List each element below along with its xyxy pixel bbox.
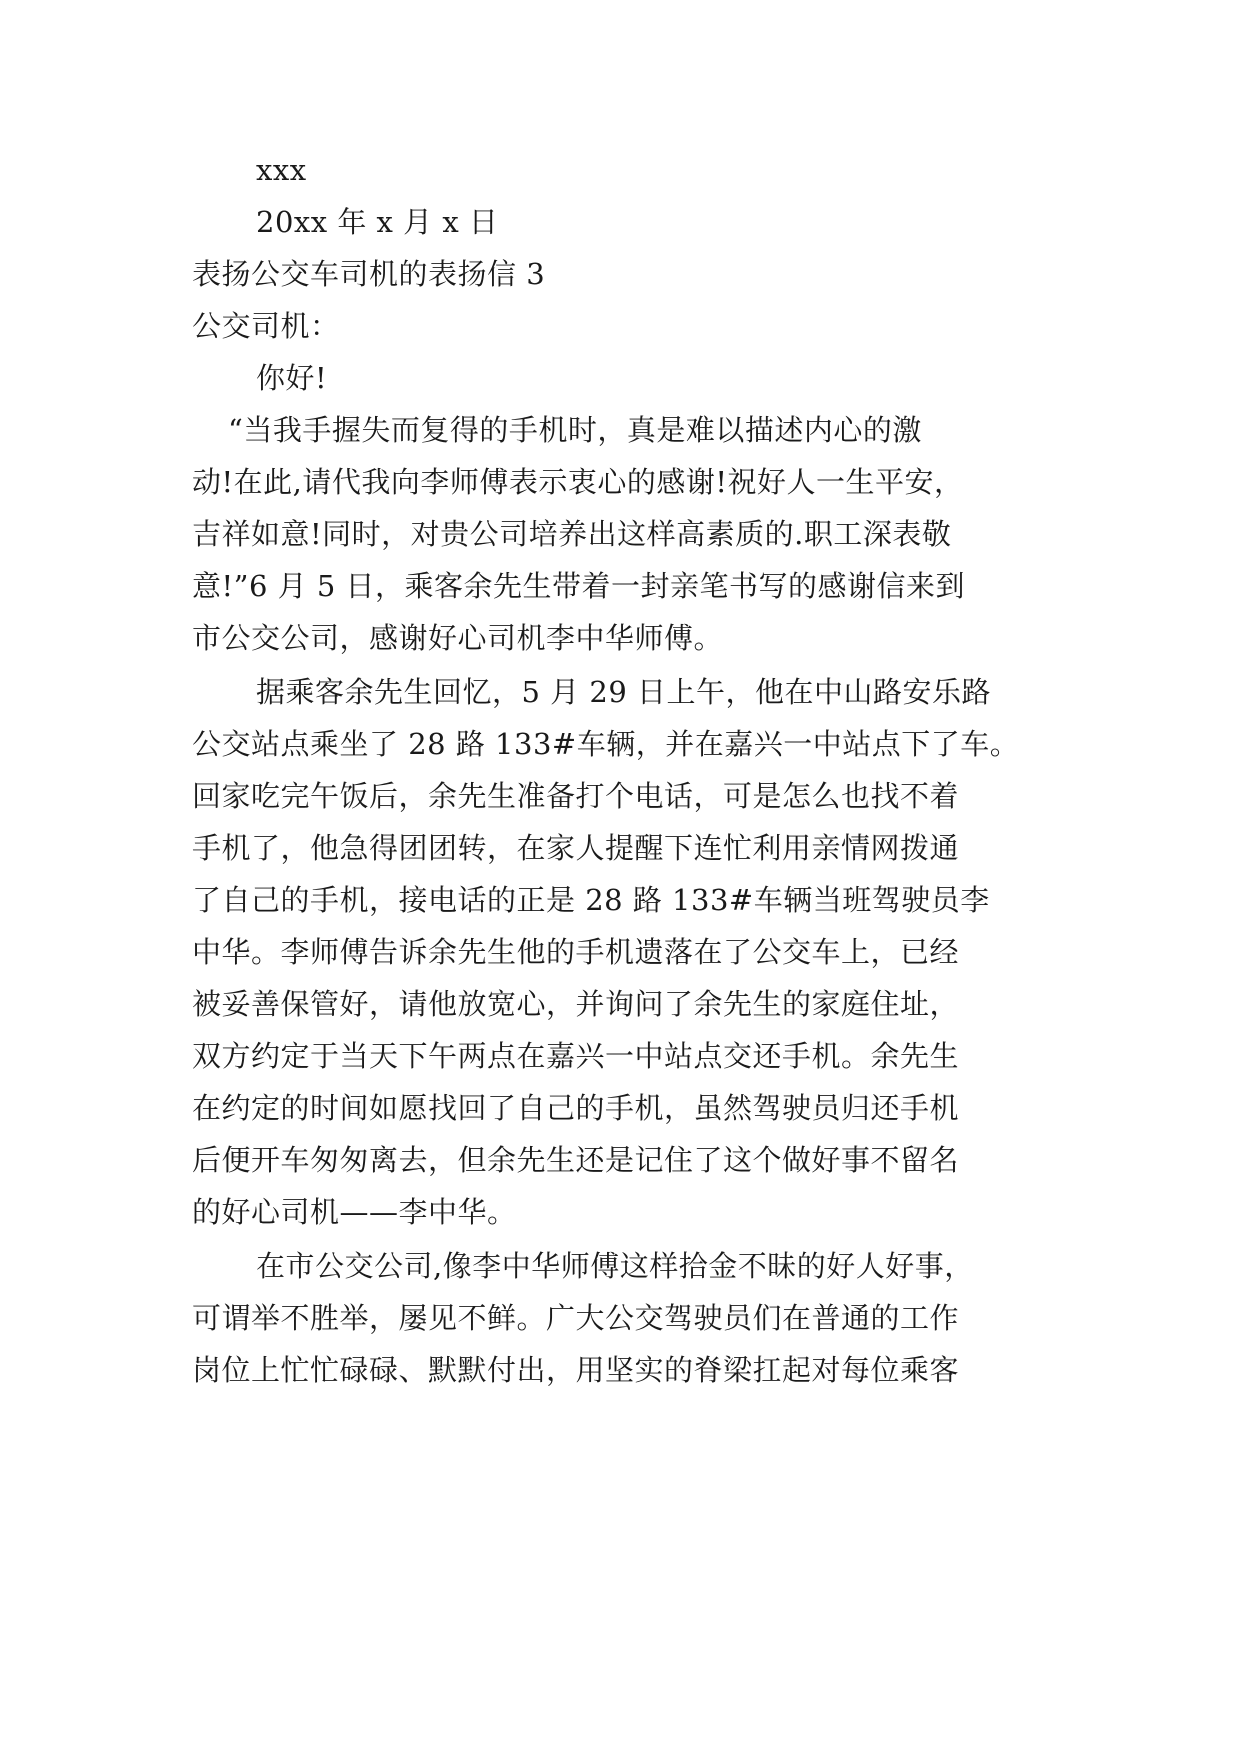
paragraph-line: 的好心司机——李中华。	[192, 1195, 517, 1229]
letter-date: 20xx 年 x 月 x 日	[256, 205, 499, 239]
greeting: 你好!	[256, 361, 328, 395]
paragraph-line: 被妥善保管好，请他放宽心，并询问了余先生的家庭住址，	[192, 987, 960, 1021]
paragraph-line: 后便开车匆匆离去，但余先生还是记住了这个做好事不留名	[192, 1143, 960, 1177]
paragraph-line: 据乘客余先生回忆，5 月 29 日上午，他在中山路安乐路	[256, 675, 992, 709]
paragraph-line: 市公交公司，感谢好心司机李中华师傅。	[192, 621, 724, 655]
signature: xxx	[256, 153, 307, 187]
paragraph-line: 岗位上忙忙碌碌、默默付出，用坚实的脊梁扛起对每位乘客	[192, 1353, 960, 1387]
paragraph-line: 在约定的时间如愿找回了自己的手机，虽然驾驶员归还手机	[192, 1091, 960, 1125]
paragraph-line: “当我手握失而复得的手机时，真是难以描述内心的激	[228, 413, 922, 447]
letter-title: 表扬公交车司机的表扬信 3	[192, 257, 546, 291]
paragraph-line: 可谓举不胜举，屡见不鲜。广大公交驾驶员们在普通的工作	[192, 1301, 960, 1335]
paragraph-line: 了自己的手机，接电话的正是 28 路 133#车辆当班驾驶员李	[192, 883, 990, 917]
paragraph-line: 公交站点乘坐了 28 路 133#车辆，并在嘉兴一中站点下了车。	[192, 727, 1020, 761]
salutation: 公交司机：	[192, 309, 340, 343]
paragraph-line: 回家吃完午饭后，余先生准备打个电话，可是怎么也找不着	[192, 779, 960, 813]
paragraph-line: 吉祥如意!同时，对贵公司培养出这样高素质的.职工深表敬	[192, 517, 952, 551]
paragraph-line: 手机了，他急得团团转，在家人提醒下连忙利用亲情网拨通	[192, 831, 960, 865]
paragraph-line: 中华。李师傅告诉余先生他的手机遗落在了公交车上，已经	[192, 935, 960, 969]
paragraph-line: 动!在此,请代我向李师傅表示衷心的感谢!祝好人一生平安，	[192, 465, 964, 499]
paragraph-line: 双方约定于当天下午两点在嘉兴一中站点交还手机。余先生	[192, 1039, 960, 1073]
paragraph-line: 在市公交公司,像李中华师傅这样拾金不昧的好人好事，	[256, 1249, 974, 1283]
paragraph-line: 意!”6 月 5 日，乘客余先生带着一封亲笔书写的感谢信来到	[192, 569, 966, 603]
